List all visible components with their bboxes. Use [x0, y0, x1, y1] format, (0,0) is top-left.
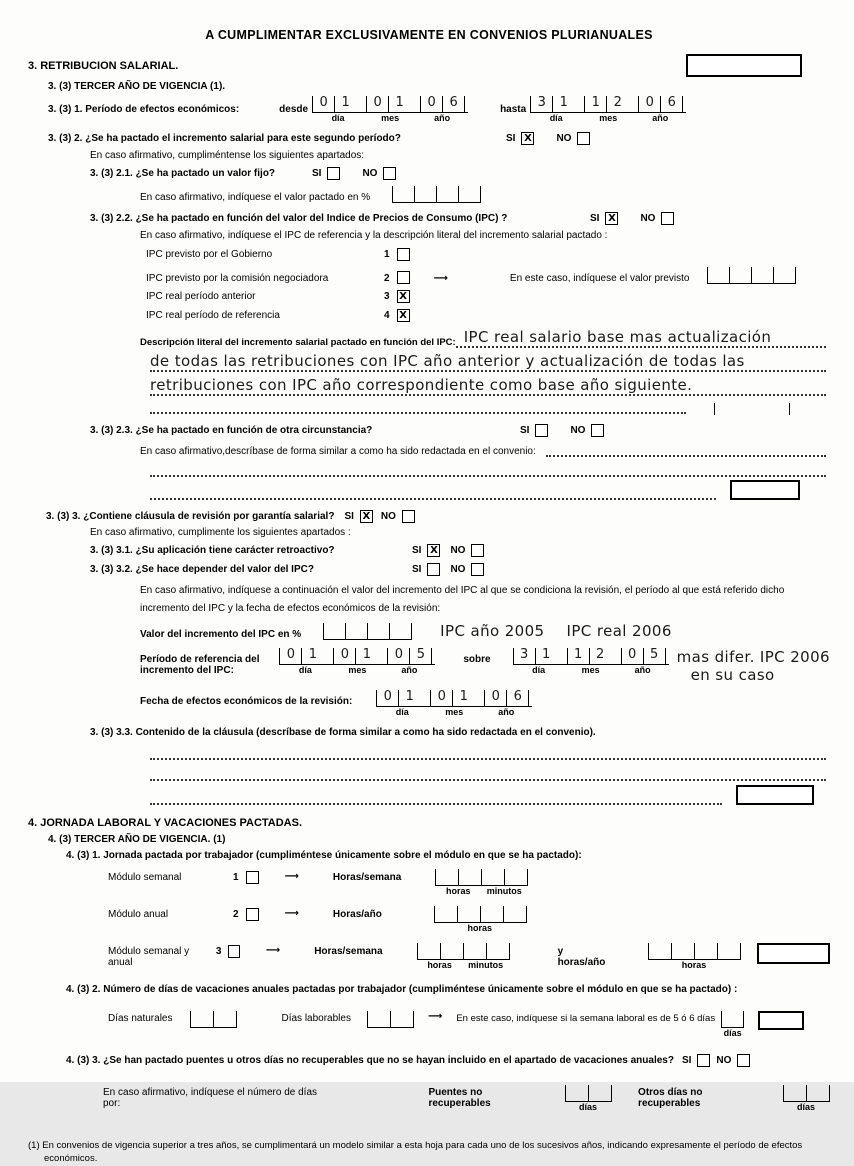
horas-semana-field[interactable] — [435, 869, 528, 896]
periodo-referencia-label: Período de referencia del incremento del IPC: — [140, 654, 260, 676]
handwritten-desc-1: IPC real salario base mas actualización — [463, 328, 772, 346]
valor-incremento-label: Valor del incremento del IPC en % — [140, 629, 302, 640]
horas-semana-label: Horas/semana — [332, 872, 402, 883]
modulo-anual-checkbox[interactable] — [246, 908, 259, 921]
horas-semana-field-2[interactable] — [417, 943, 510, 970]
si-label: SI — [312, 168, 322, 179]
q3-revision-clause-question: 3. (3) 3. ¿Contiene cláusula de revisión por garantía salarial? — [46, 511, 335, 522]
semana-laboral-field[interactable] — [721, 1011, 744, 1038]
horas-sublabel: horas — [681, 960, 707, 970]
q31-si-checkbox[interactable]: X — [427, 544, 440, 557]
date-sublabels: día mes año — [549, 113, 669, 123]
period-economic-effects-label: 3. (3) 1. Período de efectos económicos: — [48, 104, 240, 115]
ipc-gobierno-checkbox[interactable] — [397, 248, 410, 261]
si-label: SI — [681, 1055, 692, 1066]
q3-no-checkbox[interactable] — [402, 510, 415, 523]
si-label: SI — [506, 133, 516, 144]
valor-previsto-field[interactable] — [707, 267, 796, 284]
page-title: A CUMPLIMENTAR EXCLUSIVAMENTE EN CONVENIOS PLURIANUALES — [205, 28, 653, 42]
q3-si-checkbox[interactable]: X — [360, 510, 373, 523]
section4-heading: 4. JORNADA LABORAL Y VACACIONES PACTADAS. — [28, 817, 303, 829]
horas-semana-label: Horas/semana — [314, 946, 383, 957]
horas-ano-field-2[interactable] — [648, 943, 741, 970]
no-label: NO — [640, 213, 656, 224]
q31-retroactive-question: 3. (3) 3.1. ¿Su aplicación tiene carácter retroactivo? — [90, 545, 335, 556]
q42-vacaciones-label: 4. (3) 2. Número de días de vacaciones anuales pactadas por trabajador (cumpliméntese únicamente sobre el módulo en que se ha pactado) : — [66, 984, 738, 995]
desc-literal-label: Descripción literal del incremento salarial pactado en función del IPC: — [140, 337, 456, 348]
dias-laborables-label: Días laborables — [281, 1013, 351, 1024]
q2-note: En caso afirmativo, cumpliméntense los siguientes apartados: — [90, 150, 365, 161]
puentes-field[interactable] — [565, 1085, 612, 1112]
valor-previsto-note: En este caso, indíquese el valor previsto — [509, 273, 690, 284]
q32-si-checkbox[interactable] — [427, 563, 440, 576]
date-desde-field[interactable]: 0 1 0 1 0 6 día mes año — [312, 96, 468, 123]
q3-si-no-group — [344, 510, 414, 523]
dias-naturales-field[interactable] — [190, 1011, 237, 1028]
q23-si-checkbox[interactable] — [535, 424, 548, 437]
hasta-label: hasta — [500, 104, 527, 115]
q22-ipc-question: 3. (3) 2.2. ¿Se ha pactado en función del valor del Indice de Precios de Consumo (IPC) ? — [90, 213, 508, 224]
no-label: NO — [450, 545, 466, 556]
handwritten-desc-3: retribuciones con IPC año correspondiente como base año siguiente. — [150, 376, 693, 394]
handwritten-periodo-note-2: en su caso — [690, 666, 775, 684]
handwritten-valor-note-2: IPC real 2006 — [566, 622, 672, 640]
sobre-label: sobre — [463, 654, 491, 665]
modulo-semanal-checkbox[interactable] — [246, 871, 259, 884]
horas-minutos-sublabels: horas minutos — [446, 886, 522, 896]
q23-other-circumstance-question: 3. (3) 2.3. ¿Se ha pactado en función de otra circunstancia? — [90, 425, 373, 436]
q43-note: En caso afirmativo, indíquese el número de días por: — [103, 1087, 318, 1109]
puentes-label: Puentes no recuperables — [428, 1087, 491, 1109]
no-label: NO — [450, 564, 466, 575]
ipc-option-number: 1 — [384, 249, 390, 260]
q23-si-no-group — [520, 424, 604, 437]
q21-no-checkbox[interactable] — [383, 167, 396, 180]
dias-sublabel: días — [723, 1028, 742, 1038]
q22-si-checkbox[interactable]: X — [605, 212, 618, 225]
otros-dias-field[interactable] — [783, 1085, 830, 1112]
handwritten-valor-note-1: IPC año 2005 — [440, 622, 545, 640]
q2-si-no-group — [506, 132, 590, 145]
semana-laboral-note: En este caso, indíquese si la semana laboral es de 5 ó 6 días — [456, 1013, 716, 1024]
q21-si-no-group — [312, 167, 396, 180]
no-label: NO — [362, 168, 378, 179]
no-label: NO — [716, 1055, 732, 1066]
q31-no-checkbox[interactable] — [471, 544, 484, 557]
q22-si-no-group — [590, 212, 674, 225]
valor-pactado-field[interactable] — [392, 186, 481, 203]
date-sublabels: día mes año — [532, 665, 651, 675]
q33-clause-content-label: 3. (3) 3.3. Contenido de la cláusula (descríbase de forma similar a como ha sido redactada en el convenio). — [90, 727, 596, 738]
desc-line-2[interactable] — [150, 350, 826, 372]
date-sublabels: día mes año — [298, 665, 418, 675]
q23-write-line-3[interactable] — [150, 484, 716, 500]
modulo-anual-label: Módulo anual — [108, 909, 169, 920]
ipc-comision-checkbox[interactable] — [397, 271, 410, 284]
q2-si-checkbox[interactable]: X — [521, 132, 534, 145]
q23-note: En caso afirmativo,descríbase de forma similar a como ha sido redactada en el convenio: — [140, 446, 536, 457]
ipc-real-anterior-checkbox[interactable]: X — [397, 290, 410, 303]
ipc-option-number: 3 — [384, 291, 390, 302]
si-label: SI — [412, 564, 422, 575]
q43-si-no-group — [682, 1054, 750, 1067]
ipc-option-label: IPC previsto por la comisión negociadora — [146, 273, 329, 284]
si-label: SI — [344, 511, 354, 522]
q3-note: En caso afirmativo, cumplimente los siguientes apartados : — [90, 527, 351, 538]
q23-write-line-2[interactable] — [150, 461, 826, 477]
q33-write-line-1[interactable] — [150, 744, 826, 760]
q43-si-checkbox[interactable] — [697, 1054, 710, 1067]
otros-dias-label: Otros días no recuperables — [638, 1087, 703, 1109]
modulo-anual-number: 2 — [233, 909, 239, 920]
q21-note: En caso afirmativo, indíquese el valor pactado en % — [140, 192, 371, 203]
office-use-box-mod3[interactable] — [757, 943, 830, 964]
modulo-semanal-anual-label: Módulo semanal y anual — [108, 946, 190, 968]
handwritten-desc-2: de todas las retribuciones con IPC año anterior y actualización de todas las — [150, 352, 745, 370]
office-use-box-dias[interactable] — [758, 1011, 804, 1030]
office-use-box-section3[interactable] — [686, 54, 802, 77]
fecha-revision-field[interactable]: 0 1 0 1 0 6 día mes año — [376, 690, 532, 717]
modulo-semanal-anual-number: 3 — [215, 946, 222, 957]
arrow-icon: ⟶ — [265, 945, 281, 956]
q32-si-no-group — [412, 563, 484, 576]
dias-sublabel: días — [579, 1102, 598, 1112]
periodo-hasta-field[interactable]: 3 1 1 2 0 5 día mes año — [513, 648, 669, 675]
q22-note: En caso afirmativo, indíquese el IPC de referencia y la descripción literal del incremento salarial pactado : — [140, 230, 608, 241]
office-use-box-q23[interactable] — [730, 480, 800, 500]
q22-no-checkbox[interactable] — [661, 212, 674, 225]
horas-sublabel: horas — [467, 923, 493, 933]
date-sublabels: día mes año — [395, 707, 515, 717]
section3-heading: 3. RETRIBUCION SALARIAL. — [28, 59, 179, 72]
ipc-option-number: 2 — [384, 273, 390, 284]
si-label: SI — [412, 545, 422, 556]
arrow-icon: ⟶ — [284, 908, 299, 919]
q32-no-checkbox[interactable] — [471, 563, 484, 576]
no-label: NO — [380, 511, 396, 522]
desde-label: desde — [279, 104, 309, 115]
q23-write-line-1[interactable] — [546, 441, 826, 457]
dias-naturales-label: Días naturales — [108, 1013, 173, 1024]
q2-no-checkbox[interactable] — [577, 132, 590, 145]
desc-line-4[interactable] — [150, 398, 686, 414]
arrow-icon: ⟶ — [427, 1011, 443, 1022]
no-label: NO — [556, 133, 572, 144]
handwritten-periodo-note-1: mas difer. IPC 2006 — [676, 648, 830, 666]
q23-no-checkbox[interactable] — [591, 424, 604, 437]
desc-code-field[interactable] — [714, 403, 790, 415]
q32-depends-ipc-question: 3. (3) 3.2. ¿Se hace depender del valor del IPC? — [90, 564, 314, 575]
dias-sublabel: días — [796, 1102, 815, 1112]
si-label: SI — [520, 425, 530, 436]
ipc-option-label: IPC real período anterior — [146, 291, 256, 302]
dias-laborables-field[interactable] — [367, 1011, 414, 1028]
q33-write-line-3[interactable] — [150, 789, 722, 805]
horas-ano-field[interactable] — [434, 906, 527, 933]
q33-write-line-2[interactable] — [150, 765, 826, 781]
q41-jornada-label: 4. (3) 1. Jornada pactada por trabajador (cumpliméntese únicamente sobre el módulo en que se ha pactado): — [66, 850, 582, 861]
no-label: NO — [570, 425, 586, 436]
arrow-icon: ⟶ — [433, 273, 448, 284]
ipc-option-number: 4 — [384, 310, 390, 321]
modulo-semanal-number: 1 — [233, 872, 239, 883]
q21-si-checkbox[interactable] — [327, 167, 340, 180]
horas-ano-label: Horas/año — [332, 909, 382, 920]
q32-note: En caso afirmativo, indíquese a continuación el valor del incremento del IPC al que se condiciona la revisión, el período al que está referido dicho incremento del IPC y la fecha de efectos económicos de la revisión: — [140, 585, 785, 614]
ipc-option-label: IPC real período de referencia — [146, 310, 280, 321]
q21-fixed-value-question: 3. (3) 2.1. ¿Se ha pactado un valor fijo? — [90, 168, 276, 179]
q31-si-no-group — [412, 544, 484, 557]
section4-vigencia-label: 4. (3) TERCER AÑO DE VIGENCIA. (1) — [48, 834, 226, 845]
q2-increment-question: 3. (3) 2. ¿Se ha pactado el incremento salarial para este segundo período? — [48, 133, 401, 144]
date-sublabels: día mes año — [331, 113, 451, 123]
q43-puentes-question: 4. (3) 3. ¿Se han pactado puentes u otros días no recuperables que no se hayan incluido en el apartado de vacaciones anuales? — [66, 1055, 674, 1066]
section3-vigencia-label: 3. (3) TERCER AÑO DE VIGENCIA (1). — [48, 81, 226, 92]
arrow-icon: ⟶ — [284, 871, 299, 882]
q43-no-checkbox[interactable] — [737, 1054, 750, 1067]
footnote: (1) En convenios de vigencia superior a tres años, se cumplimentará un modelo similar a esta hoja para cada uno de los sucesivos años, indicando expresamente el período de efectos económicos. — [28, 1140, 803, 1164]
modulo-semanal-label: Módulo semanal — [108, 872, 182, 883]
modulo-semanal-anual-checkbox[interactable] — [228, 945, 239, 958]
office-use-box-q33[interactable] — [736, 785, 814, 805]
horas-minutos-sublabels: horas minutos — [427, 960, 504, 970]
ipc-option-label: IPC previsto por el Gobierno — [146, 249, 273, 260]
periodo-desde-field[interactable]: 0 1 0 1 0 5 día mes año — [279, 648, 435, 675]
si-label: SI — [590, 213, 600, 224]
fecha-efectos-label: Fecha de efectos económicos de la revisión: — [140, 696, 353, 707]
ipc-real-referencia-checkbox[interactable]: X — [397, 309, 410, 322]
y-horas-ano-label: y horas/año — [557, 946, 606, 968]
desc-line-1[interactable] — [456, 328, 826, 348]
valor-incremento-field[interactable] — [323, 623, 412, 640]
desc-line-3[interactable] — [150, 374, 826, 396]
date-hasta-field[interactable]: 3 1 1 2 0 6 día mes año — [530, 96, 686, 123]
